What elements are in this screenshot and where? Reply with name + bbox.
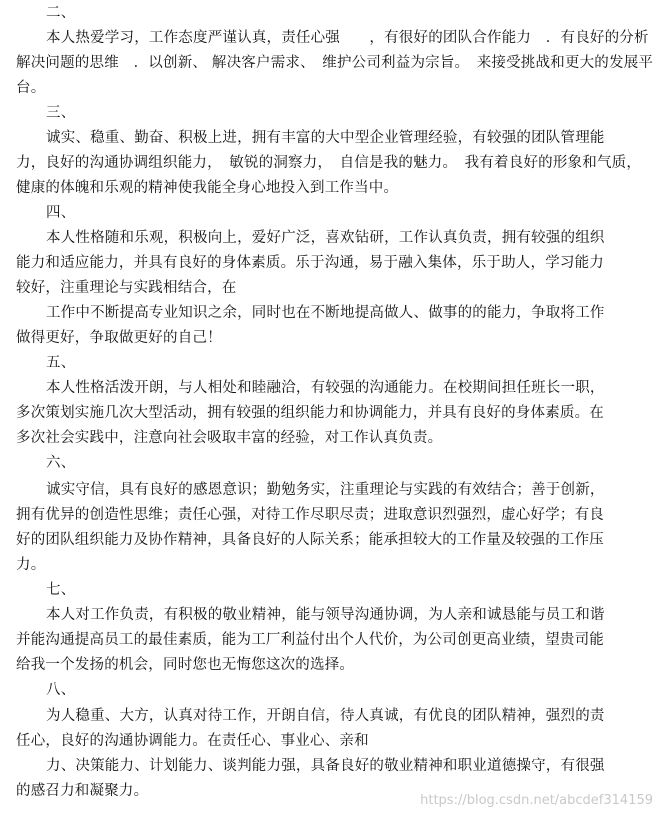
section-2-line-3: 台。 [16,80,46,96]
section-8-line-4: 的感召力和凝聚力。 [16,783,149,799]
section-4-line-1: 本人性格随和乐观，积极向上，爱好广泛，喜欢钻研，工作认真负责，拥有较强的组织 [46,230,605,246]
section-heading-2: 二、 [46,5,76,21]
section-heading-4: 四、 [46,205,76,221]
section-8-line-1: 为人稳重、大方，认真对待工作，开朗自信，待人真诚，有优良的团队精神，强烈的责 [46,708,605,724]
section-heading-5: 五、 [46,355,76,371]
section-2-line-2: 解决问题的思维 ．以创新、 解决客户需求、 维护公司利益为宗旨。 来接受挑战和更大的发展平 [16,55,654,71]
section-heading-8: 八、 [46,682,76,698]
section-3-line-1: 诚实、稳重、勤奋、积极上进，拥有丰富的大中型企业管理经验，有较强的团队管理能 [46,130,605,146]
section-6-line-4: 力。 [16,557,46,573]
section-6-line-2: 拥有优异的创造性思维；责任心强，对待工作尽职尽责；进取意识烈强烈，虚心好学；有良 [16,507,604,523]
section-3-line-3: 健康的体魄和乐观的精神使我能全身心地投入到工作当中。 [16,180,399,196]
section-3-line-2: 力，良好的沟通协调组织能力， 敏锐的洞察力， 自信是我的魅力。 我有着良好的形象和气质， [16,155,642,171]
section-8-line-3: 力、决策能力、计划能力、谈判能力强，具备良好的敬业精神和职业道德操守，有很强 [46,758,605,774]
section-7-line-1: 本人对工作负责，有积极的敬业精神，能与领导沟通协调，为人亲和诚恳能与员工和谐 [46,607,605,623]
section-8-line-2: 任心，良好的沟通协调能力。在责任心、事业心、亲和 [16,733,369,749]
section-7-line-3: 给我一个发扬的机会，同时您也无悔您这次的选择。 [16,657,355,673]
section-5-line-3: 多次社会实践中，注意向社会吸取丰富的经验，对工作认真负责。 [16,430,443,446]
section-7-line-2: 并能沟通提高员工的最佳素质，能为工厂利益付出个人代价，为公司创更高业绩，望贵司能 [16,632,604,648]
section-2-line-1: 本人热爱学习，工作态度严谨认真，责任心强 ，有很好的团队合作能力 ．有良好的分析 [46,30,649,46]
section-6-line-3: 好的团队组织能力及协作精神，具备良好的人际关系；能承担较大的工作量及较强的工作压 [16,532,604,548]
section-4-line-4: 工作中不断提高专业知识之余，同时也在不断地提高做人、做事的的能力，争取将工作 [46,305,605,321]
section-4-line-5: 做得更好，争取做更好的自己！ [16,330,222,346]
section-4-line-2: 能力和适应能力，并具有良好的身体素质。乐于沟通，易于融入集体，乐于助人，学习能力 [16,255,604,271]
section-heading-3: 三、 [46,105,76,121]
section-5-line-2: 多次策划实施几次大型活动，拥有较强的组织能力和协调能力，并具有良好的身体素质。在 [16,405,604,421]
section-heading-6: 六、 [46,455,76,471]
watermark-url: https://blog.csdn.net/abcdef314159 [420,793,653,808]
section-5-line-1: 本人性格活泼开朗，与人相处和睦融洽，有较强的沟通能力。在校期间担任班长一职， [46,380,605,396]
section-heading-7: 七、 [46,582,76,598]
section-6-line-1: 诚实守信，具有良好的感恩意识；勤勉务实，注重理论与实践的有效结合；善于创新， [46,482,605,498]
section-4-line-3: 较好，注重理论与实践相结合，在 [16,280,237,296]
